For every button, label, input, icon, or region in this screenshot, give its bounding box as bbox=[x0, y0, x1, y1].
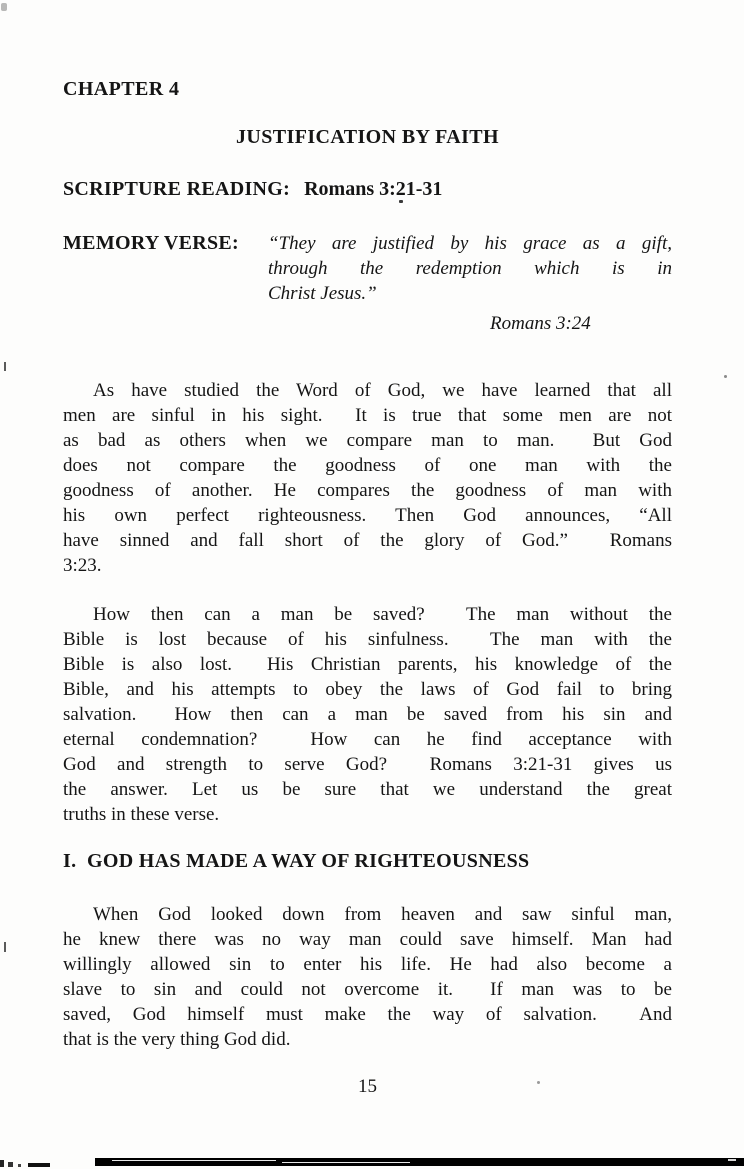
text-line: “They are justified by his grace as a gift, bbox=[268, 233, 672, 254]
text-line: willingly allowed sin to enter his life. He had also become a bbox=[63, 954, 672, 975]
text-line: his own perfect righteousness. Then God announces, “All bbox=[63, 505, 672, 526]
text-line: Christ Jesus.” bbox=[268, 283, 377, 304]
text-line: eternal condemnation? How can he find acceptance with bbox=[63, 729, 672, 750]
scan-bar-slit bbox=[112, 1160, 276, 1161]
text-line: 3:23. bbox=[63, 555, 102, 576]
scan-speck bbox=[724, 375, 727, 378]
scan-margin-tick bbox=[4, 942, 6, 952]
scan-bar-slit bbox=[728, 1159, 736, 1161]
text-line: the answer. Let us be sure that we understand the great bbox=[63, 779, 672, 800]
text-line: as bad as others when we compare man to man. But God bbox=[63, 430, 672, 451]
text-line: salvation. How then can a man be saved from his sin and bbox=[63, 704, 672, 725]
text-line: he knew there was no way man could save himself. Man had bbox=[63, 929, 672, 950]
text-line: When God looked down from heaven and saw sinful man, bbox=[93, 904, 672, 925]
text-line: through the redemption which is in bbox=[268, 258, 672, 279]
scan-edge-dash bbox=[8, 1162, 13, 1167]
text-line: slave to sin and could not overcome it. If man was to be bbox=[63, 979, 672, 1000]
scan-edge-dash bbox=[0, 1160, 4, 1167]
scripture-reading-label: SCRIPTURE READING: bbox=[63, 178, 291, 200]
scripture-reference: Romans 3:21-31 bbox=[304, 178, 443, 200]
memory-verse-quote bbox=[268, 231, 672, 336]
scan-edge-dash bbox=[28, 1163, 50, 1167]
scan-ink-blot bbox=[399, 200, 403, 203]
text-line: that is the very thing God did. bbox=[63, 1029, 291, 1050]
text-line: have sinned and fall short of the glory of God.” Romans bbox=[63, 530, 672, 551]
memory-verse-label: MEMORY VERSE: bbox=[63, 232, 239, 254]
scan-edge-dash bbox=[18, 1164, 21, 1167]
memory-verse-attribution: Romans 3:24 bbox=[490, 313, 591, 334]
scan-speck bbox=[1, 3, 7, 11]
scan-speck bbox=[537, 1081, 540, 1084]
page-content bbox=[63, 0, 672, 1099]
scripture-reading-line bbox=[63, 177, 672, 202]
section-heading: I. GOD HAS MADE A WAY OF RIGHTEOUSNESS bbox=[63, 850, 530, 872]
body-paragraph bbox=[63, 378, 672, 578]
text-line: men are sinful in his sight. It is true that some men are not bbox=[63, 405, 672, 426]
body-paragraph bbox=[63, 902, 672, 1052]
chapter-label: CHAPTER 4 bbox=[63, 78, 180, 100]
text-line: Bible is also lost. His Christian parents, his knowledge of the bbox=[63, 654, 672, 675]
text-line: Bible is lost because of his sinfulness. The man with the bbox=[63, 629, 672, 650]
text-line: goodness of another. He compares the goodness of man with bbox=[63, 480, 672, 501]
text-line: How then can a man be saved? The man without the bbox=[93, 604, 672, 625]
text-line: God and strength to serve God? Romans 3:21-31 gives us bbox=[63, 754, 672, 775]
body-paragraph bbox=[63, 602, 672, 827]
text-line: does not compare the goodness of one man with the bbox=[63, 455, 672, 476]
text-line: Bible, and his attempts to obey the laws of God fail to bring bbox=[63, 679, 672, 700]
memory-verse-quote-lines bbox=[268, 231, 672, 306]
page-title: JUSTIFICATION BY FAITH bbox=[236, 126, 499, 148]
text-line: saved, God himself must make the way of salvation. And bbox=[63, 1004, 672, 1025]
text-line: As have studied the Word of God, we have learned that all bbox=[93, 380, 672, 401]
scan-bar-slit bbox=[282, 1162, 410, 1163]
memory-verse-block bbox=[63, 231, 672, 336]
text-line: truths in these verse. bbox=[63, 804, 220, 825]
page-number: 15 bbox=[358, 1076, 377, 1097]
scan-margin-tick bbox=[4, 362, 6, 371]
